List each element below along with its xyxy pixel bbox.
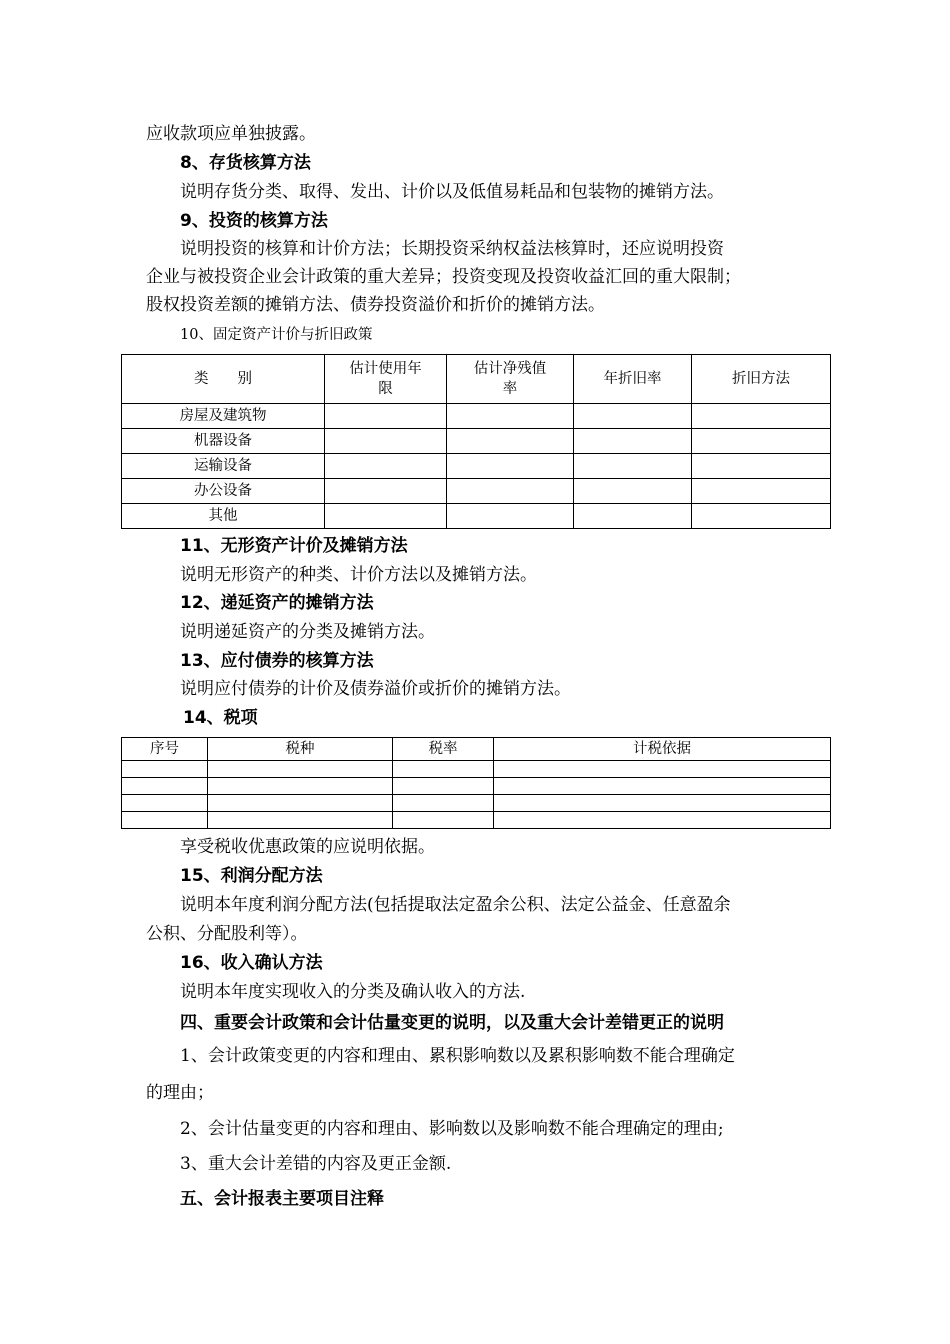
depreciation-policy-table [121, 354, 831, 529]
text-line: 的理由； [146, 1083, 214, 1103]
text-line: 说明无形资产的种类、计价方法以及摊销方法。 [180, 565, 537, 585]
table-cell [122, 761, 208, 778]
section-heading: 16、收入确认方法 [180, 953, 323, 973]
table-cell-category: 运输设备 [122, 454, 325, 479]
table-cell [494, 761, 831, 778]
table-header-tax-type: 税种 [208, 738, 393, 761]
table-cell [574, 404, 692, 429]
table-cell [122, 778, 208, 795]
section-heading: 10、固定资产计价与折旧政策 [180, 327, 373, 343]
table-cell [574, 504, 692, 529]
table-cell [692, 504, 831, 529]
table-cell [447, 429, 574, 454]
table-cell [208, 761, 393, 778]
table-cell [122, 812, 208, 829]
table-cell-category: 机器设备 [122, 429, 325, 454]
table-cell-category: 办公设备 [122, 479, 325, 504]
table-header-residual-rate: 估计净残值率 [447, 355, 574, 404]
table-cell [393, 761, 494, 778]
chapter-heading: 五、会计报表主要项目注释 [180, 1189, 384, 1209]
section-heading: 8、存货核算方法 [180, 153, 311, 173]
table-cell [447, 479, 574, 504]
text-line: 享受税收优惠政策的应说明依据。 [180, 837, 435, 857]
section-heading: 12、递延资产的摊销方法 [180, 593, 374, 613]
table-cell [325, 404, 447, 429]
section-heading: 11、无形资产计价及摊销方法 [180, 536, 408, 556]
table-header-tax-rate: 税率 [393, 738, 494, 761]
table-cell [208, 795, 393, 812]
table-cell [447, 454, 574, 479]
text-line: 说明投资的核算和计价方法；长期投资采纳权益法核算时，还应说明投资 [180, 239, 724, 259]
table-header-method: 折旧方法 [692, 355, 831, 404]
text-line: 2、会计估量变更的内容和理由、影响数以及影响数不能合理确定的理由; [180, 1119, 724, 1139]
tax-table [121, 737, 831, 829]
table-header-category: 类 别 [122, 355, 325, 404]
table-cell [208, 778, 393, 795]
text-line: 说明本年度实现收入的分类及确认收入的方法. [180, 982, 526, 1002]
text-line: 说明存货分类、取得、发出、计价以及低值易耗品和包装物的摊销方法。 [180, 182, 724, 202]
section-heading: 9、投资的核算方法 [180, 211, 328, 231]
table-cell [692, 429, 831, 454]
table-cell [447, 404, 574, 429]
chapter-heading: 四、重要会计政策和会计估量变更的说明，以及重大会计差错更正的说明 [180, 1013, 724, 1033]
table-cell [692, 404, 831, 429]
section-heading: 15、利润分配方法 [180, 866, 323, 886]
table-cell [393, 812, 494, 829]
table-cell [494, 812, 831, 829]
table-cell [393, 778, 494, 795]
table-cell [494, 795, 831, 812]
table-cell [208, 812, 393, 829]
table-header-seq: 序号 [122, 738, 208, 761]
text-line: 3、重大会计差错的内容及更正金额. [180, 1154, 452, 1174]
text-line: 企业与被投资企业会计政策的重大差异；投资变现及投资收益汇回的重大限制； [146, 267, 741, 287]
table-cell-category: 其他 [122, 504, 325, 529]
table-cell [574, 479, 692, 504]
section-heading: 13、应付债券的核算方法 [180, 651, 374, 671]
table-cell [393, 795, 494, 812]
text-line: 公积、分配股利等）。 [146, 924, 308, 944]
table-cell [692, 454, 831, 479]
table-cell [325, 429, 447, 454]
table-cell [122, 795, 208, 812]
table-header-tax-basis: 计税依据 [494, 738, 831, 761]
text-line: 1、会计政策变更的内容和理由、累积影响数以及累积影响数不能合理确定 [180, 1046, 735, 1066]
table-header-annual-rate: 年折旧率 [574, 355, 692, 404]
text-line: 股权投资差额的摊销方法、债券投资溢价和折价的摊销方法。 [146, 295, 605, 315]
table-cell-category: 房屋及建筑物 [122, 404, 325, 429]
table-header-useful-life: 估计使用年限 [325, 355, 447, 404]
table-cell [574, 454, 692, 479]
section-heading: 14、税项 [183, 708, 258, 728]
text-line: 说明递延资产的分类及摊销方法。 [180, 622, 435, 642]
text-line: 应收款项应单独披露。 [146, 124, 316, 144]
table-cell [325, 504, 447, 529]
table-cell [494, 778, 831, 795]
table-cell [574, 429, 692, 454]
table-cell [325, 454, 447, 479]
text-line: 说明应付债券的计价及债券溢价或折价的摊销方法。 [180, 679, 571, 699]
table-cell [692, 479, 831, 504]
table-cell [447, 504, 574, 529]
text-line: 说明本年度利润分配方法(包括提取法定盈余公积、法定公益金、任意盈余 [180, 895, 731, 915]
table-cell [325, 479, 447, 504]
